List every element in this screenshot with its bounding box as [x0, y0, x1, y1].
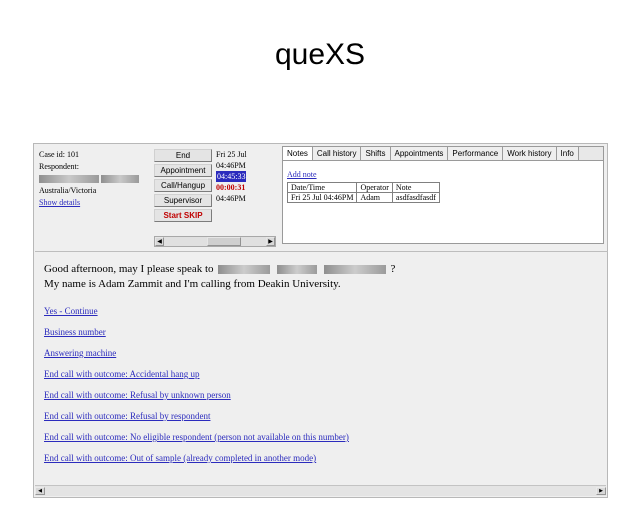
action-button-column: [154, 149, 212, 224]
tab-performance[interactable]: Performance: [448, 147, 503, 160]
case-location: Australia/Victoria: [39, 186, 97, 195]
column-header-operator: Operator: [357, 183, 392, 193]
option-answering-machine[interactable]: Answering machine: [44, 348, 117, 358]
case-info-box: [39, 149, 149, 209]
script-line-1-prefix: Good afternoon, may I please speak to: [44, 263, 214, 275]
window-horizontal-scrollbar[interactable]: [35, 485, 606, 496]
option-refusal-by-respondent[interactable]: End call with outcome: Refusal by respondent: [44, 411, 211, 421]
cell-datetime: Fri 25 Jul 04:46PM: [288, 193, 357, 203]
redaction-bar: [218, 265, 270, 274]
scroll-left-arrow-icon[interactable]: ◀: [155, 237, 164, 246]
option-accidental-hangup[interactable]: End call with outcome: Accidental hang up: [44, 369, 200, 379]
tab-appointments[interactable]: Appointments: [391, 147, 449, 160]
redaction-bar: [277, 265, 317, 274]
cell-operator: Adam: [357, 193, 392, 203]
case-id-label: Case id: 101: [39, 150, 79, 159]
session-timer: 04:45:33: [217, 172, 246, 181]
option-no-eligible-respondent[interactable]: End call with outcome: No eligible respondent (person not available on this number): [44, 432, 349, 442]
notes-tab-content: [283, 161, 603, 206]
current-date: Fri 25 Jul: [216, 150, 247, 159]
call-timer: 00:00:31: [216, 183, 246, 192]
table-row: [288, 193, 440, 203]
add-note-link[interactable]: Add note: [287, 170, 317, 179]
scrollbar-track[interactable]: [45, 487, 596, 495]
secondary-time: 04:46PM: [216, 194, 246, 203]
end-button[interactable]: End: [154, 149, 212, 162]
option-business-number[interactable]: Business number: [44, 327, 106, 337]
scrollbar-thumb[interactable]: [207, 237, 241, 246]
redaction-bar: [39, 175, 99, 183]
column-header-datetime: Date/Time: [288, 183, 357, 193]
notes-panel: [282, 146, 604, 244]
top-panel: [34, 144, 607, 252]
page-title: queXS: [274, 38, 366, 71]
redaction-bar: [101, 175, 139, 183]
option-out-of-sample[interactable]: End call with outcome: Out of sample (already completed in another mode): [44, 453, 317, 463]
scroll-right-arrow-icon[interactable]: ▶: [596, 487, 606, 495]
scroll-left-arrow-icon[interactable]: ◀: [35, 487, 45, 495]
script-line-1-suffix: ?: [390, 263, 396, 275]
table-header-row: [288, 183, 440, 193]
show-details-link[interactable]: Show details: [39, 198, 81, 207]
appointment-button[interactable]: Appointment: [154, 164, 212, 177]
tab-info[interactable]: Info: [557, 147, 579, 160]
tab-work-history[interactable]: Work history: [503, 147, 556, 160]
script-options-list: [44, 306, 597, 463]
option-yes-continue[interactable]: Yes - Continue: [44, 306, 98, 316]
tab-notes[interactable]: Notes: [283, 147, 313, 160]
notes-tab-bar: [283, 147, 603, 161]
respondent-label: Respondent:: [39, 162, 79, 171]
current-time: 04:46PM: [216, 161, 246, 170]
scroll-right-arrow-icon[interactable]: ▶: [266, 237, 275, 246]
call-hangup-button[interactable]: Call/Hangup: [154, 179, 212, 192]
cell-note: asdfasdfasdf: [392, 193, 439, 203]
option-refusal-unknown-person[interactable]: End call with outcome: Refusal by unknown person: [44, 390, 231, 400]
tab-shifts[interactable]: Shifts: [361, 147, 390, 160]
script-line-2: My name is Adam Zammit and I'm calling from Deakin University.: [44, 278, 341, 290]
column-header-note: Note: [392, 183, 439, 193]
panel-horizontal-scrollbar[interactable]: [154, 236, 276, 247]
script-line-1: [44, 262, 597, 277]
tab-call-history[interactable]: Call history: [313, 147, 362, 160]
start-skip-button[interactable]: Start SKIP: [154, 209, 212, 222]
time-column: [216, 149, 274, 204]
quexs-app-window: [33, 143, 608, 498]
notes-table: [287, 182, 440, 203]
supervisor-button[interactable]: Supervisor: [154, 194, 212, 207]
redaction-bar: [324, 265, 386, 274]
script-area: [34, 254, 607, 485]
panel-divider: [35, 251, 608, 252]
respondent-redacted-value: [39, 173, 149, 185]
